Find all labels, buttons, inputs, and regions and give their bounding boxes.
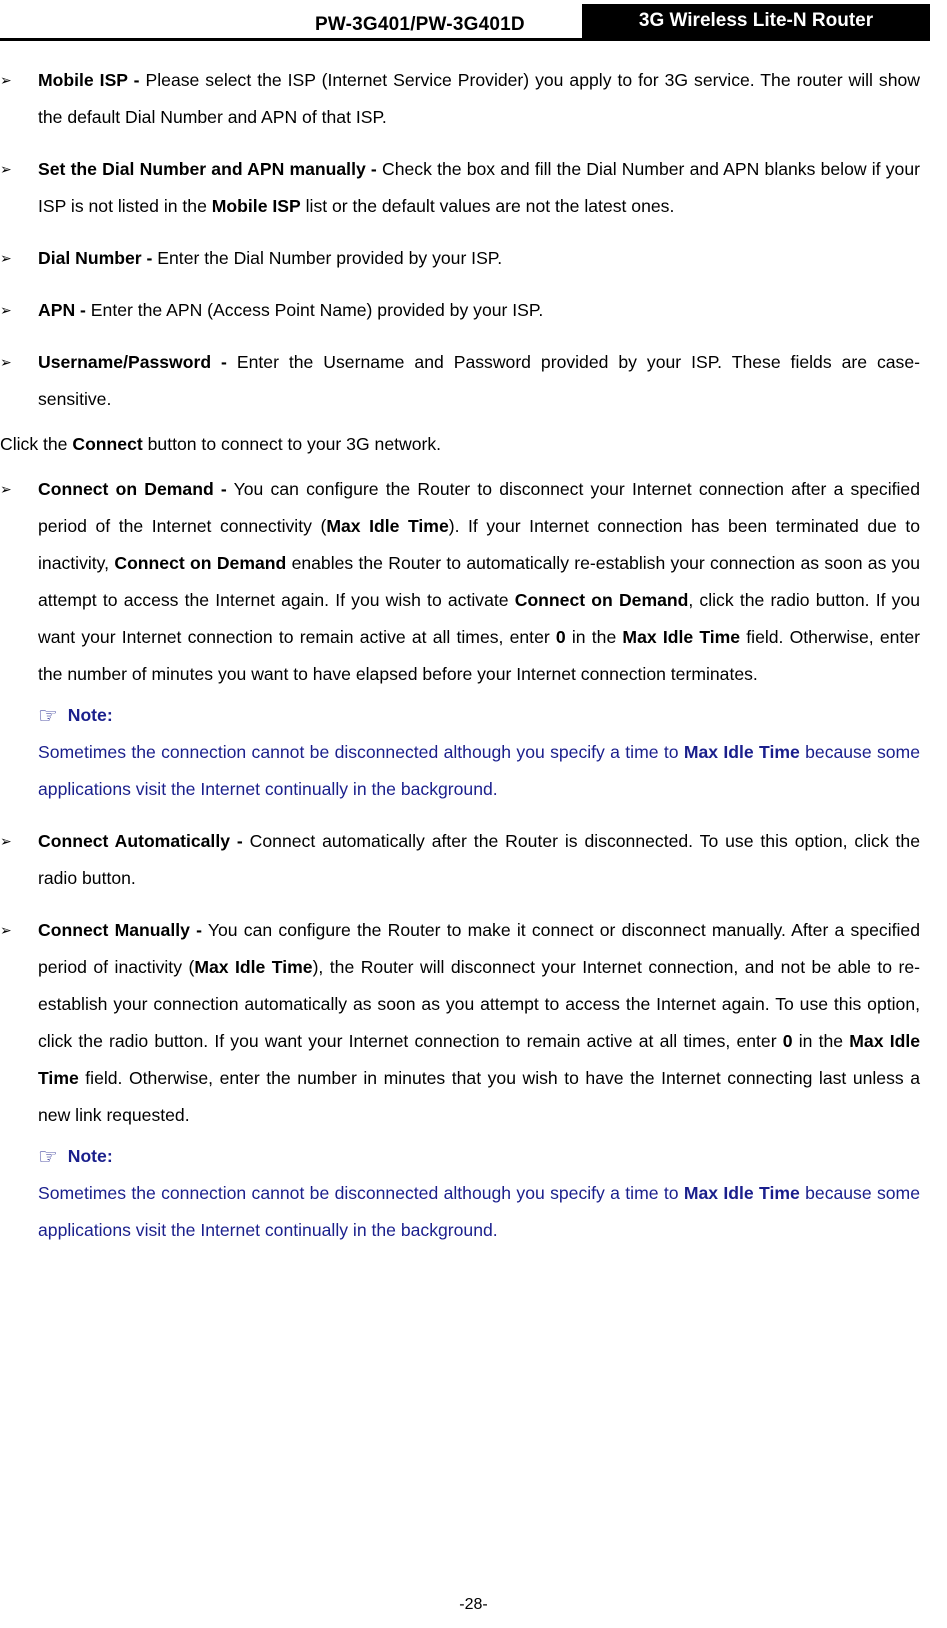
description: Check the box and fill the Dial Number and APN blanks below if your ISP is not listed in the	[38, 159, 920, 216]
connect-paragraph	[0, 426, 920, 463]
bold-ref: Connect on Demand	[114, 553, 287, 573]
text: field. Otherwise, enter the number in minutes that you wish to have the Internet connecting last unless a new link requested.	[38, 1068, 920, 1125]
list-item-manual-dial	[0, 151, 920, 225]
list-item-connect-on-demand	[0, 471, 920, 693]
description: Enter the Dial Number provided by your ISP.	[157, 248, 503, 268]
description: Enter the Username and Password provided by your ISP. These fields are case-sensitive.	[38, 352, 920, 409]
note-block-2	[0, 1138, 920, 1249]
list-item-mobile-isp	[0, 62, 920, 136]
text: in the	[571, 627, 617, 647]
text: because some applications visit the Internet continually in the background.	[38, 742, 920, 799]
text: You can configure the Router to make it connect or disconnect manually. After a specified period of inactivity (	[38, 920, 920, 977]
term: Connect Automatically -	[38, 831, 243, 851]
page-content	[0, 62, 920, 1249]
description: Connect automatically after the Router is disconnected. To use this option, click the radio button.	[38, 831, 920, 888]
bold-ref: Max Idle Time	[683, 742, 800, 762]
note-label: Note:	[67, 705, 113, 725]
arrow-bullet-icon: ➢	[0, 161, 12, 177]
text: , click the radio button. If you want your Internet connection to remain active at all times, enter	[38, 590, 921, 647]
text: enables the Router to automatically re-establish your connection as soon as you attempt to access the Internet again. If you wish to activate	[38, 553, 921, 610]
list-item-apn	[0, 292, 920, 329]
bold-ref: 0	[555, 627, 566, 647]
product-name: 3G Wireless Lite-N Router	[582, 4, 930, 38]
text: Sometimes the connection cannot be disconnected although you specify a time to	[38, 1183, 679, 1203]
text: Click the	[0, 434, 68, 454]
text: field. Otherwise, enter the number of minutes you want to have elapsed before your Internet connection terminates.	[38, 627, 920, 684]
text: in the	[798, 1031, 844, 1051]
bold-ref: Max Idle Time	[622, 627, 741, 647]
bold-ref: Mobile ISP	[211, 196, 301, 216]
bold-ref: Max Idle Time	[194, 957, 313, 977]
list-item-connect-automatically	[0, 823, 920, 897]
bold-ref: Max Idle Time	[38, 1031, 921, 1088]
page-header	[0, 0, 947, 44]
description: Enter the APN (Access Point Name) provided by your ISP.	[90, 300, 544, 320]
pointing-hand-icon: ☞	[38, 702, 58, 728]
text: ). If your Internet connection has been terminated due to inactivity,	[38, 516, 920, 573]
text: button to connect to your 3G network.	[147, 434, 442, 454]
list-item-dial-number	[0, 240, 920, 277]
description: Please select the ISP (Internet Service Provider) you apply to for 3G service. The router will show the default Dial Number and APN of that ISP.	[38, 70, 920, 127]
list-item-connect-manually	[0, 912, 920, 1134]
pointing-hand-icon: ☞	[38, 1143, 58, 1169]
arrow-bullet-icon: ➢	[0, 354, 12, 370]
list-item-username-password	[0, 344, 920, 418]
term: Connect on Demand -	[38, 479, 227, 499]
arrow-bullet-icon: ➢	[0, 250, 12, 266]
bold-ref: Max Idle Time	[683, 1183, 800, 1203]
header-rule	[0, 38, 930, 41]
note-title	[38, 1138, 920, 1175]
term: Set the Dial Number and APN manually -	[38, 159, 377, 179]
text: because some applications visit the Internet continually in the background.	[38, 1183, 920, 1240]
bold-ref: 0	[782, 1031, 793, 1051]
note-text	[38, 734, 920, 808]
term: Connect Manually -	[38, 920, 202, 940]
arrow-bullet-icon: ➢	[0, 72, 12, 88]
note-text	[38, 1175, 920, 1249]
arrow-bullet-icon: ➢	[0, 481, 12, 497]
bold-ref: Connect	[72, 434, 143, 454]
term: Dial Number -	[38, 248, 153, 268]
note-block-1	[0, 697, 920, 808]
page-number: -28-	[459, 1596, 488, 1613]
term: APN -	[38, 300, 86, 320]
text: Sometimes the connection cannot be disconnected although you specify a time to	[38, 742, 679, 762]
arrow-bullet-icon: ➢	[0, 302, 12, 318]
bold-ref: Max Idle Time	[326, 516, 449, 536]
bold-ref: Connect on Demand	[514, 590, 689, 610]
arrow-bullet-icon: ➢	[0, 833, 12, 849]
model-number: PW-3G401/PW-3G401D	[315, 14, 525, 35]
note-label: Note:	[67, 1146, 113, 1166]
note-title	[38, 697, 920, 734]
term: Mobile ISP -	[38, 70, 140, 90]
term: Username/Password -	[38, 352, 227, 372]
text: You can configure the Router to disconnect your Internet connection after a specified period of the Internet connectivity (	[38, 479, 920, 536]
arrow-bullet-icon: ➢	[0, 922, 12, 938]
description: list or the default values are not the latest ones.	[305, 196, 675, 216]
text: ), the Router will disconnect your Internet connection, and not be able to re-establish your connection automatically as soon as you attempt to access the Internet again. To use this option, click the radio button. If you want your Internet connection to remain active at all times, enter	[38, 957, 920, 1051]
